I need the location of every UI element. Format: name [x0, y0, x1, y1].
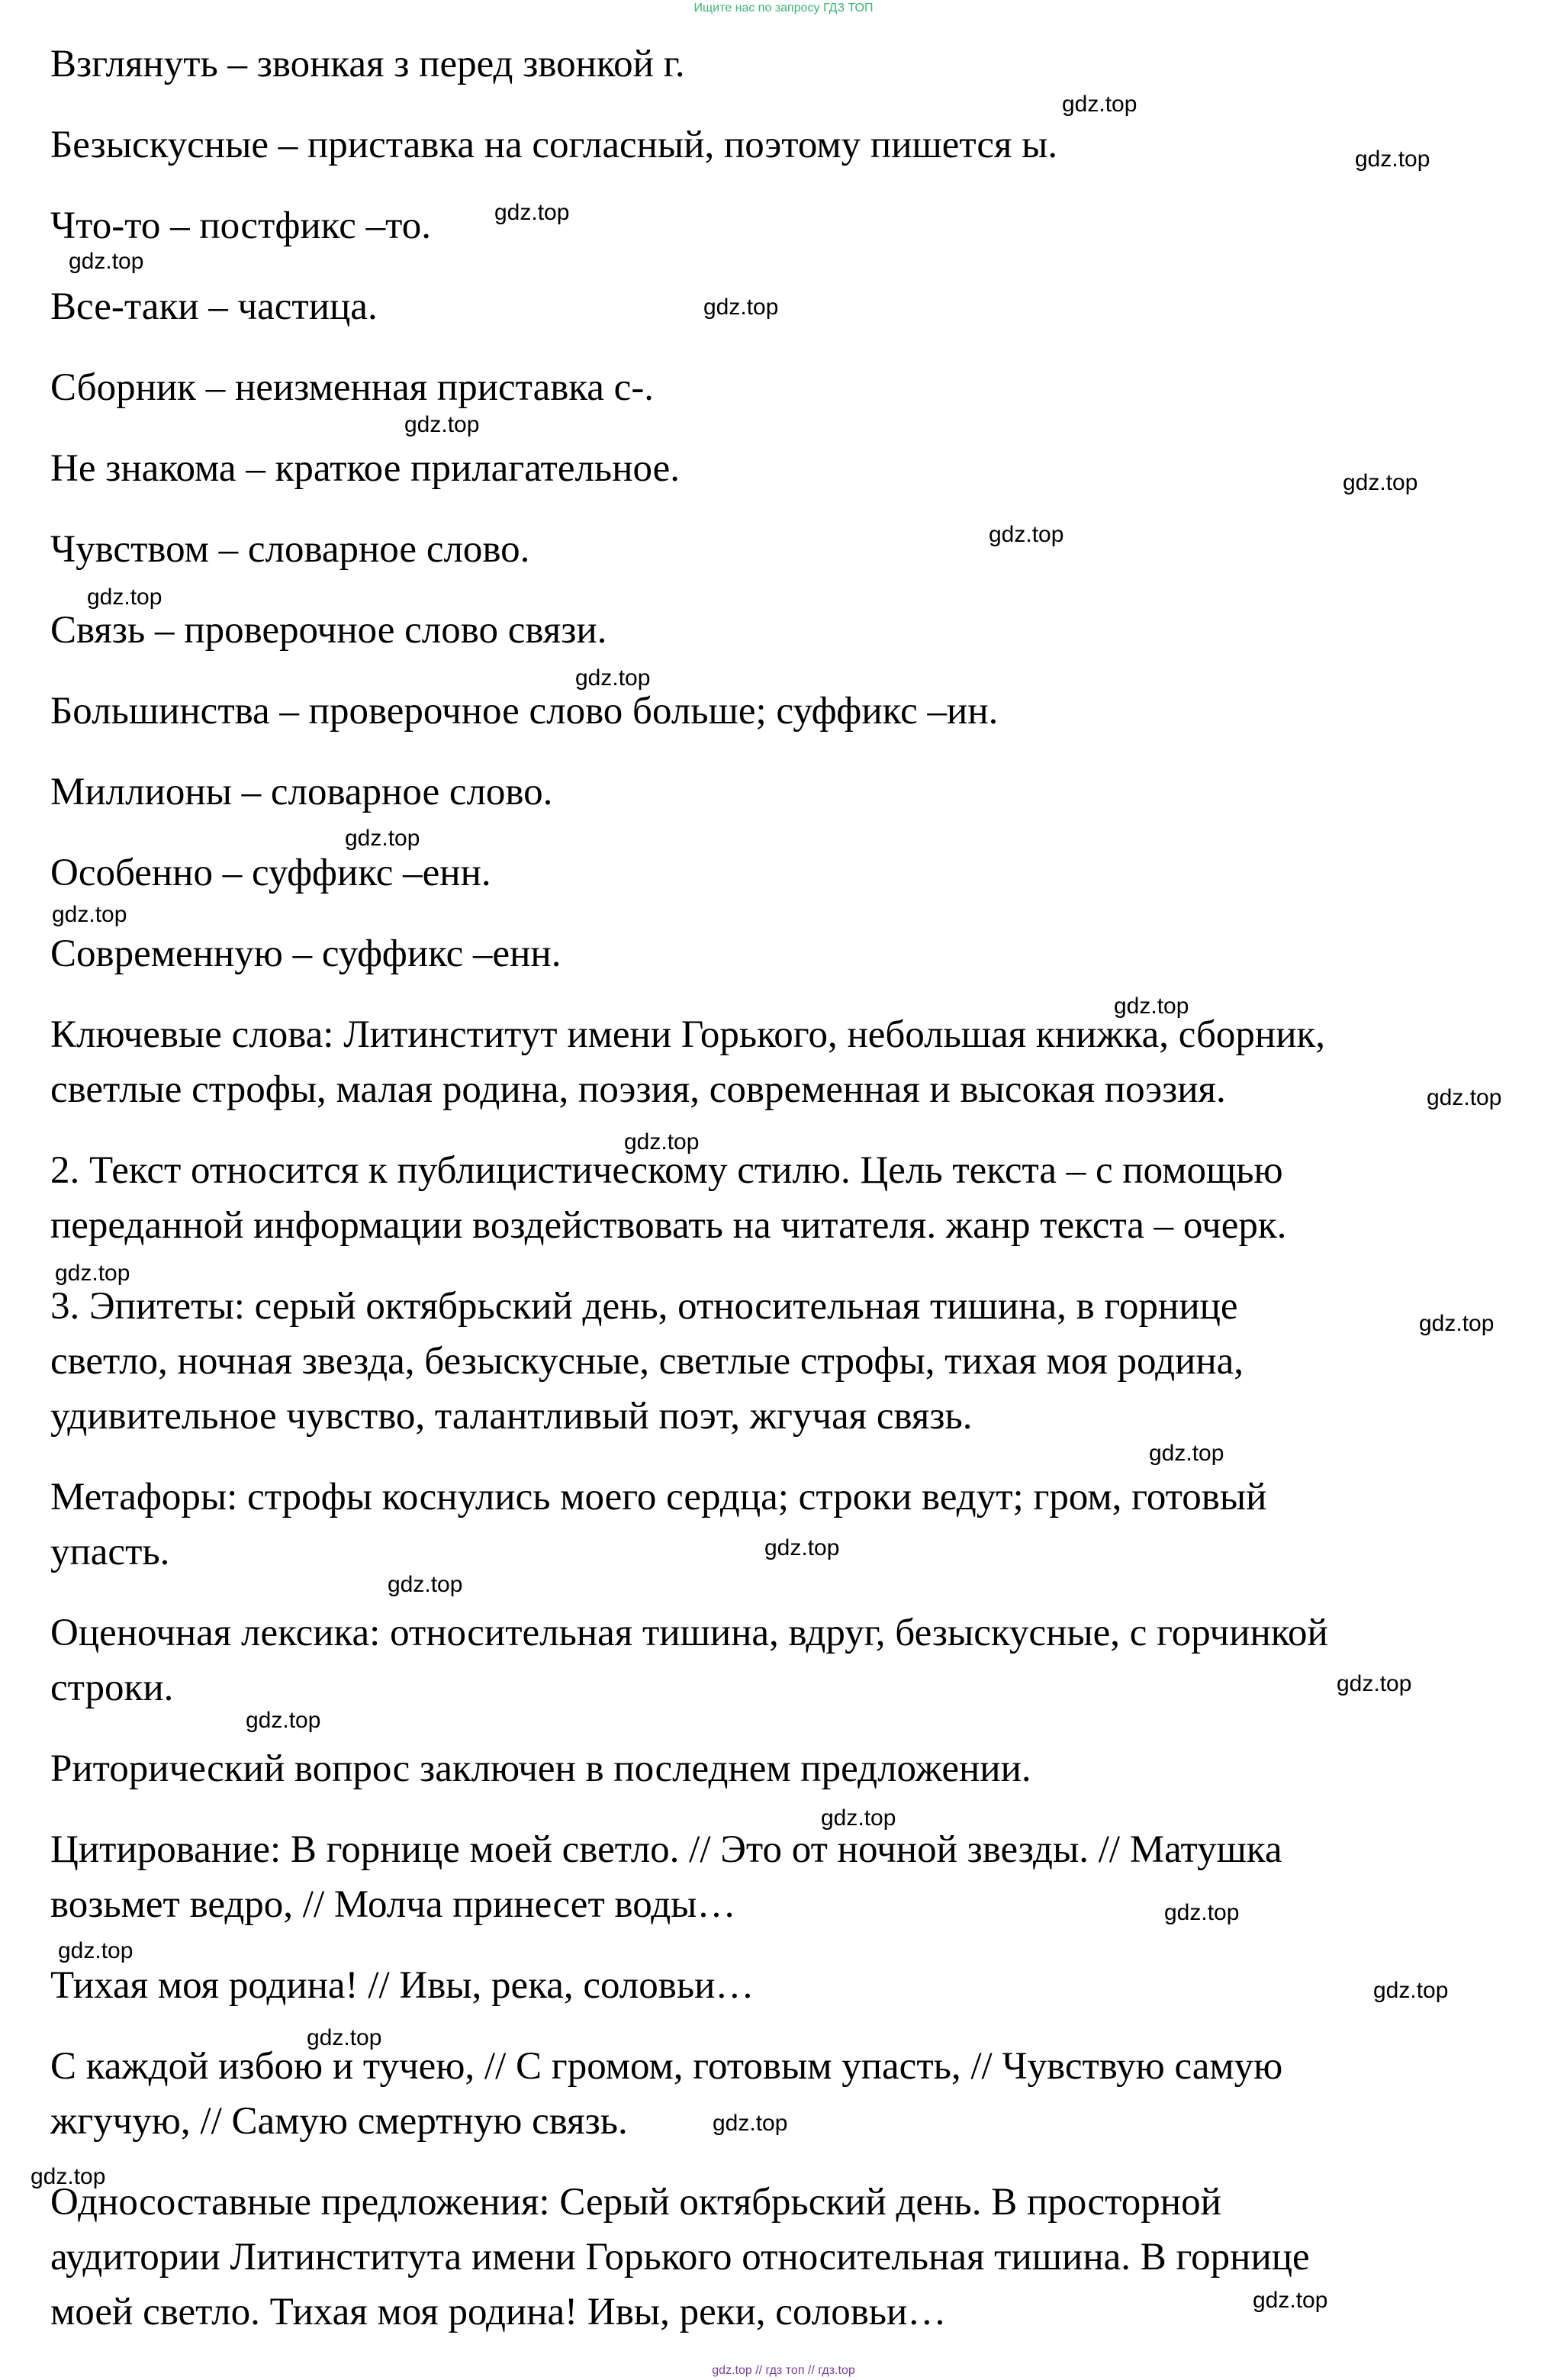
text-line: Связь – проверочное слово связи.: [50, 609, 607, 652]
text-line: Односоставные предложения: Серый октябрьский день. В просторной: [50, 2181, 1221, 2224]
watermark: gdz.top: [55, 1261, 130, 1286]
watermark: gdz.top: [494, 200, 570, 225]
watermark: gdz.top: [1149, 1441, 1224, 1466]
text-line: жгучую, // Самую смертную связь.: [50, 2100, 628, 2143]
top-banner: Ищите нас по запросу ГДЗ ТОП: [693, 2, 874, 14]
text-line: Тихая моя родина! // Ивы, река, соловьи…: [50, 1964, 755, 2007]
text-line: Все-таки – частица.: [50, 285, 378, 328]
text-line: 2. Текст относится к публицистическому стилю. Цель текста – с помощью: [50, 1149, 1283, 1192]
text-line: возьмет ведро, // Молча принесет воды…: [50, 1883, 736, 1926]
watermark: gdz.top: [87, 585, 162, 610]
watermark: gdz.top: [575, 665, 651, 691]
text-line: удивительное чувство, талантливый поэт, жгучая связь.: [50, 1395, 973, 1438]
watermark: gdz.top: [345, 826, 420, 851]
text-line: Взглянуть – звонкая з перед звонкой г.: [50, 43, 685, 85]
text-line: светлые строфы, малая родина, поэзия, современная и высокая поэзия.: [50, 1068, 1226, 1111]
watermark: gdz.top: [1114, 994, 1189, 1019]
text-line: аудитории Литинститута имени Горького относительная тишина. В горнице: [50, 2236, 1310, 2279]
watermark: gdz.top: [1427, 1085, 1502, 1110]
watermark: gdz.top: [404, 412, 480, 437]
text-line: Современную – суффикс –енн.: [50, 932, 561, 975]
text-line: Сборник – неизменная приставка с-.: [50, 366, 655, 409]
watermark: gdz.top: [1373, 1978, 1449, 2003]
text-line: Большинства – проверочное слово больше; суффикс –ин.: [50, 690, 999, 733]
watermark: gdz.top: [624, 1129, 700, 1155]
watermark: gdz.top: [388, 1572, 463, 1597]
text-line: строки.: [50, 1667, 174, 1709]
text-line: Миллионы – словарное слово.: [50, 771, 553, 813]
text-line: Риторический вопрос заключен в последнем предложении.: [50, 1747, 1031, 1790]
text-line: Чувством – словарное слово.: [50, 528, 530, 571]
text-line: переданной информации воздействовать на читателя. жанр текста – очерк.: [50, 1204, 1287, 1247]
watermark: gdz.top: [1253, 2288, 1328, 2313]
text-line: Не знакома – краткое прилагательное.: [50, 447, 680, 490]
text-line: Безыскусные – приставка на согласный, поэтому пишется ы.: [50, 124, 1058, 166]
text-line: С каждой избою и тучею, // С громом, готовым упасть, // Чувствую самую: [50, 2045, 1283, 2088]
watermark: gdz.top: [703, 295, 779, 320]
text-line: моей светло. Тихая моя родина! Ивы, реки, соловьи…: [50, 2291, 947, 2333]
watermark: gdz.top: [69, 249, 144, 274]
text-line: Что-то – постфикс –то.: [50, 205, 431, 247]
text-line: 3. Эпитеты: серый октябрьский день, относительная тишина, в горнице: [50, 1285, 1238, 1328]
watermark: gdz.top: [307, 2025, 382, 2050]
text-line: Цитирование: В горнице моей светло. // Это от ночной звезды. // Матушка: [50, 1828, 1282, 1871]
watermark: gdz.top: [1343, 470, 1418, 495]
watermark: gdz.top: [821, 1805, 896, 1831]
watermark: gdz.top: [989, 522, 1064, 547]
watermark: gdz.top: [1355, 147, 1430, 172]
watermark: gdz.top: [1062, 92, 1137, 117]
watermark: gdz.top: [52, 902, 127, 927]
text-line: Оценочная лексика: относительная тишина, вдруг, безыскусные, с горчинкой: [50, 1612, 1328, 1654]
watermark: gdz.top: [246, 1708, 321, 1733]
watermark: gdz.top: [764, 1535, 840, 1560]
watermark: gdz.top: [1337, 1671, 1412, 1696]
text-line: Особенно – суффикс –енн.: [50, 852, 491, 894]
text-line: Ключевые слова: Литинститут имени Горького, небольшая книжка, сборник,: [50, 1013, 1326, 1056]
document-body: [50, 37, 1546, 2340]
bottom-footer: gdz.top // гдз топ // гдз.top: [712, 2364, 855, 2377]
watermark: gdz.top: [1164, 1900, 1240, 1925]
watermark: gdz.top: [1419, 1311, 1495, 1336]
text-line: светло, ночная звезда, безыскусные, светлые строфы, тихая моя родина,: [50, 1340, 1244, 1383]
watermark: gdz.top: [58, 1938, 134, 1963]
watermark: gdz.top: [713, 2111, 788, 2136]
text-line: упасть.: [50, 1531, 170, 1573]
text-line: Метафоры: строфы коснулись моего сердца; строки ведут; гром, готовый: [50, 1476, 1267, 1518]
watermark: gdz.top: [31, 2164, 106, 2189]
